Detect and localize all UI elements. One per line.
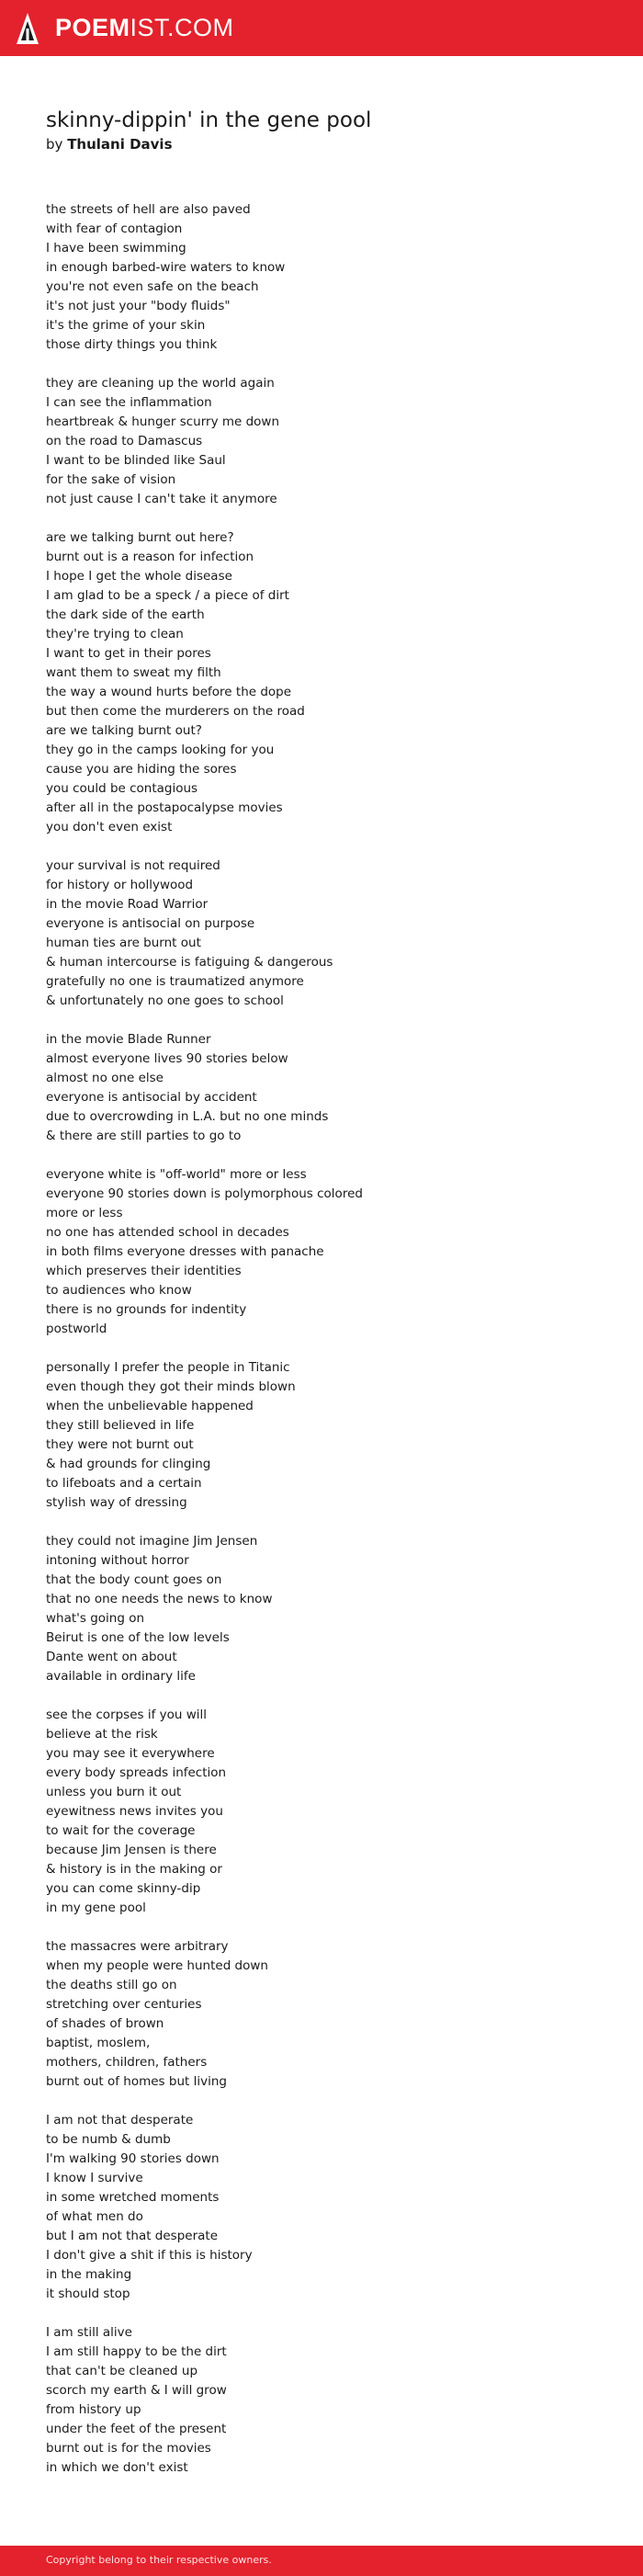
poem-line: it's the grime of your skin <box>46 318 206 333</box>
byline-prefix: by <box>46 136 63 153</box>
poem-line: those dirty things you think <box>46 337 218 352</box>
poem-line: & unfortunately no one goes to school <box>46 993 284 1008</box>
stanza <box>46 200 615 355</box>
poem-line: everyone is antisocial on purpose <box>46 916 255 931</box>
poem-line: I can see the inflammation <box>46 395 212 410</box>
site-logo[interactable] <box>55 12 234 43</box>
poem-line: I have been swimming <box>46 241 186 255</box>
poem-line: what's going on <box>46 1611 145 1626</box>
poem-line: there is no grounds for indentity <box>46 1302 247 1317</box>
poem-line: believe at the risk <box>46 1727 158 1742</box>
poem-line: of shades of brown <box>46 2016 164 2031</box>
poem-line: in both films everyone dresses with panache <box>46 1244 324 1259</box>
poem-line: after all in the postapocalypse movies <box>46 800 283 815</box>
poem-line: scorch my earth & I will grow <box>46 2383 227 2398</box>
poem-line: intoning without horror <box>46 1553 189 1568</box>
poem-line: I want to be blinded like Saul <box>46 453 226 468</box>
poem-line: eyewitness news invites you <box>46 1804 223 1819</box>
poem-line: in which we don't exist <box>46 2460 188 2475</box>
poem-line: not just cause I can't take it anymore <box>46 492 277 506</box>
poem-line: I know I survive <box>46 2171 143 2185</box>
poem-line: almost everyone lives 90 stories below <box>46 1051 288 1066</box>
poem-line: every body spreads infection <box>46 1765 227 1780</box>
byline <box>46 135 173 153</box>
poem-line: burnt out is a reason for infection <box>46 550 254 564</box>
author-name[interactable]: Thulani Davis <box>67 136 173 153</box>
poem-line: to wait for the coverage <box>46 1823 196 1838</box>
poem-line: everyone white is "off-world" more or less <box>46 1167 307 1182</box>
poem-line: but I am not that desperate <box>46 2229 219 2243</box>
poem-line: in enough barbed-wire waters to know <box>46 260 286 275</box>
poem-line: to audiences who know <box>46 1283 192 1298</box>
poem-line: the massacres were arbitrary <box>46 1939 229 1954</box>
poem-line: under the feet of the present <box>46 2422 227 2436</box>
poem-line: unless you burn it out <box>46 1785 182 1799</box>
poem-line: the deaths still go on <box>46 1978 177 1992</box>
poem-line: more or less <box>46 1206 123 1220</box>
poem-line: of what men do <box>46 2209 143 2224</box>
poem-line: on the road to Damascus <box>46 434 203 448</box>
poem-line: baptist, moslem, <box>46 2036 151 2050</box>
poem-line: they still believed in life <box>46 1418 195 1433</box>
poem-line: Beirut is one of the low levels <box>46 1630 230 1645</box>
poem-line: when the unbelievable happened <box>46 1399 254 1413</box>
poem-line: that no one needs the news to know <box>46 1592 273 1606</box>
logo-rest-text: IST.COM <box>130 14 234 41</box>
poem-line: personally I prefer the people in Titanic <box>46 1360 290 1375</box>
poem-line: I hope I get the whole disease <box>46 569 232 584</box>
site-footer <box>0 2546 643 2576</box>
poem-line: I want to get in their pores <box>46 646 211 661</box>
poem-line: it should stop <box>46 2287 130 2301</box>
poem-line: heartbreak & hunger scurry me down <box>46 414 280 429</box>
poem-line: to be numb & dumb <box>46 2132 171 2147</box>
poem-line: the streets of hell are also paved <box>46 202 251 217</box>
poem-line: they're trying to clean <box>46 627 184 641</box>
poem-line: in the making <box>46 2267 132 2282</box>
poem-line: for the sake of vision <box>46 472 176 487</box>
poem-line: human ties are burnt out <box>46 936 201 950</box>
poem-line: due to overcrowding in L.A. but no one minds <box>46 1109 329 1124</box>
poem-line: they are cleaning up the world again <box>46 376 275 391</box>
poem-line: cause you are hiding the sores <box>46 762 237 777</box>
poem-line: I am glad to be a speck / a piece of dirt <box>46 588 289 603</box>
poem-line: I am still happy to be the dirt <box>46 2344 227 2359</box>
poem-line: want them to sweat my filth <box>46 665 221 680</box>
poem-line: but then come the murderers on the road <box>46 704 305 719</box>
stanza <box>46 857 615 1011</box>
stanza <box>46 374 615 509</box>
stanza <box>46 1937 615 2092</box>
poem-line: stylish way of dressing <box>46 1495 187 1510</box>
stanza <box>46 1030 615 1146</box>
poem-line: you could be contagious <box>46 781 198 796</box>
poem-line: & human intercourse is fatiguing & dangerous <box>46 955 333 970</box>
poem-line: in my gene pool <box>46 1901 146 1915</box>
poem-line: & had grounds for clinging <box>46 1457 211 1471</box>
poem-line: you may see it everywhere <box>46 1746 215 1761</box>
poem-line: the way a wound hurts before the dope <box>46 685 292 699</box>
stanza <box>46 1706 615 1918</box>
poem-line: burnt out is for the movies <box>46 2441 211 2456</box>
poem-line: & there are still parties to go to <box>46 1129 242 1143</box>
poem-line: Dante went on about <box>46 1650 177 1664</box>
poem-line: I'm walking 90 stories down <box>46 2151 220 2166</box>
poem-line: from history up <box>46 2402 141 2417</box>
poem-line: mothers, children, fathers <box>46 2055 208 2070</box>
stanza <box>46 1358 615 1513</box>
poem-line: that can't be cleaned up <box>46 2364 198 2378</box>
poem-line: you can come skinny-dip <box>46 1881 201 1896</box>
poem-line: the dark side of the earth <box>46 607 205 622</box>
poem-line: it's not just your "body fluids" <box>46 299 231 313</box>
stanza <box>46 528 615 837</box>
poem-line: which preserves their identities <box>46 1264 242 1278</box>
poem-line: I don't give a shit if this is history <box>46 2248 253 2263</box>
poem-line: everyone is antisocial by accident <box>46 1090 257 1105</box>
logo-bold-text: POEM <box>55 14 130 41</box>
poem-line: are we talking burnt out here? <box>46 530 234 545</box>
poem-line: I am not that desperate <box>46 2113 194 2128</box>
poem-line: stretching over centuries <box>46 1997 202 2012</box>
poem-line: burnt out of homes but living <box>46 2074 227 2089</box>
poem-line: are we talking burnt out? <box>46 723 202 738</box>
poem-line: in some wretched moments <box>46 2190 220 2205</box>
poem-line: because Jim Jensen is there <box>46 1843 217 1857</box>
site-header <box>0 0 643 56</box>
stanza <box>46 1532 615 1686</box>
poem-line: for history or hollywood <box>46 878 194 892</box>
poem-line: you don't even exist <box>46 820 173 834</box>
poem-line: available in ordinary life <box>46 1669 196 1684</box>
poem-line: I am still alive <box>46 2325 132 2340</box>
poem-line: in the movie Blade Runner <box>46 1032 211 1047</box>
poem-line: they were not burnt out <box>46 1437 194 1452</box>
poem-line: everyone 90 stories down is polymorphous colored <box>46 1186 363 1201</box>
stanza <box>46 1165 615 1339</box>
copyright-notice: Copyright belong to their respective owners. <box>46 2554 272 2566</box>
poem-title: skinny-dippin' in the gene pool <box>46 108 372 132</box>
poem-line: in the movie Road Warrior <box>46 897 209 912</box>
poem-line: that the body count goes on <box>46 1572 222 1587</box>
stanza <box>46 2323 615 2478</box>
poem-line: no one has attended school in decades <box>46 1225 289 1240</box>
poem-line: gratefully no one is traumatized anymore <box>46 974 304 989</box>
poem-line: even though they got their minds blown <box>46 1379 296 1394</box>
poem-line: almost no one else <box>46 1071 164 1085</box>
poem-line: they could not imagine Jim Jensen <box>46 1534 258 1549</box>
poem-line: your survival is not required <box>46 858 220 873</box>
quill-logo-icon[interactable] <box>16 12 39 45</box>
poem-line: & history is in the making or <box>46 1862 222 1877</box>
poem-body <box>46 200 615 2497</box>
stanza <box>46 2111 615 2304</box>
poem-line: to lifeboats and a certain <box>46 1476 202 1491</box>
poem-line: with fear of contagion <box>46 221 183 236</box>
poem-line: postworld <box>46 1322 107 1336</box>
poem-line: see the corpses if you will <box>46 1708 208 1722</box>
poem-line: they go in the camps looking for you <box>46 743 275 757</box>
poem-line: when my people were hunted down <box>46 1958 268 1973</box>
poem-line: you're not even safe on the beach <box>46 279 259 294</box>
